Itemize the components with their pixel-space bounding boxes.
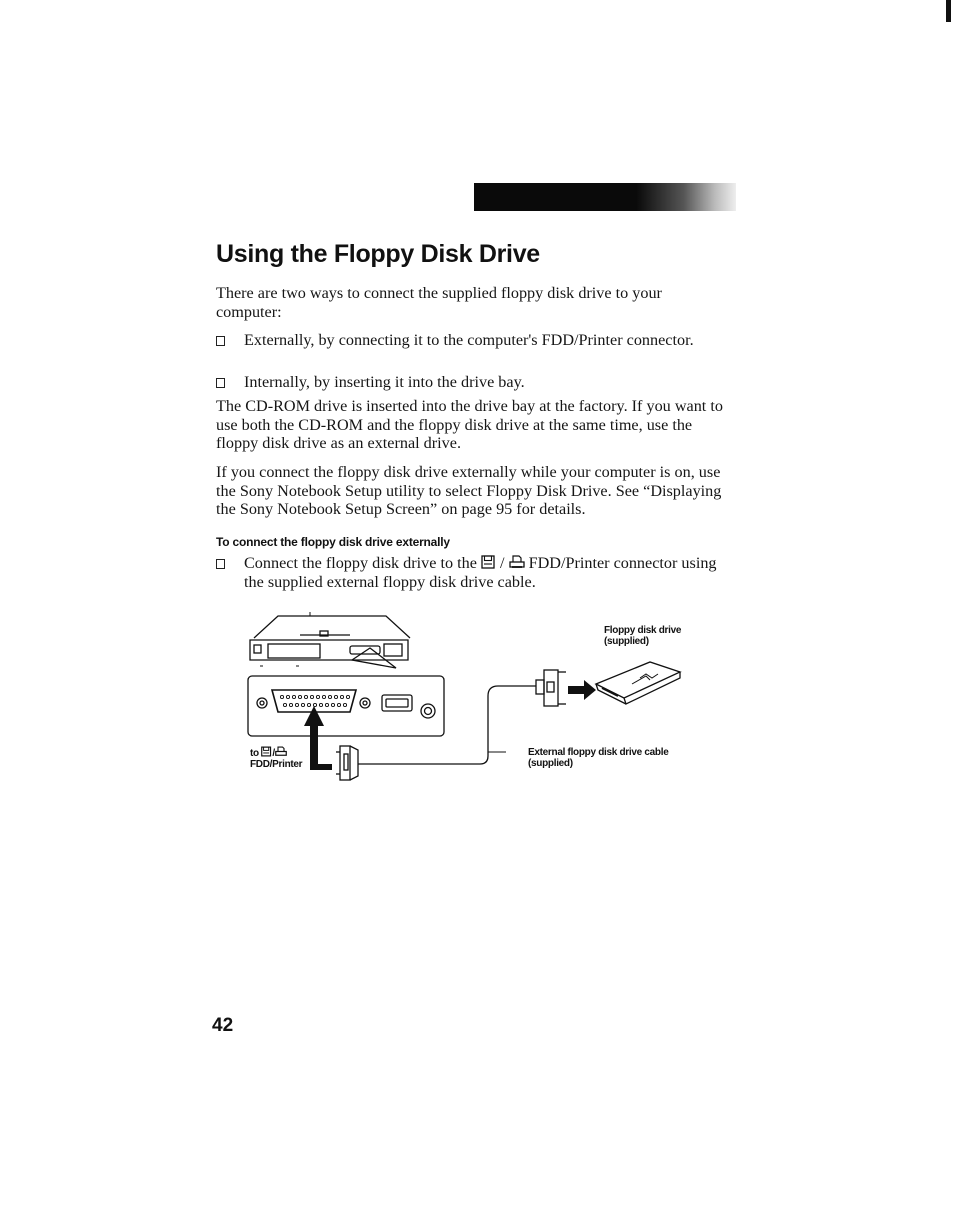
external-cable [358,686,536,764]
floppy-port-icon [481,555,496,569]
intro-paragraph: There are two ways to connect the supplied floppy disk drive to your computer: [216,284,662,321]
connect-arrow-icon [568,680,596,700]
floppy-drive-unit [596,662,680,704]
option-internal-text: Internally, by inserting it into the drive bay. [244,373,525,391]
label-port-prefix: to [250,748,259,759]
option-external-text: Externally, by connecting it to the computer's FDD/Printer connector. [244,331,694,349]
section-header-bar [474,183,736,211]
cdrom-paragraph: The CD-ROM drive is inserted into the drive bay at the factory. If you want to use both the CD-ROM and the floppy disk drive at the same time, use the floppy disk drive as an external drive. [216,397,723,452]
label-floppy-drive-line1: Floppy disk drive [604,625,682,636]
checkbox-bullet-icon [216,378,225,388]
option-external [216,331,726,350]
notebook-rear-view [250,616,410,668]
label-cable [528,747,668,769]
cable-plug-drive [536,670,566,706]
step-text-end: FDD/Printer connector using the supplied external floppy disk drive cable. [244,554,717,591]
setup-paragraph: If you connect the floppy disk drive externally while your computer is on, use the Sony Notebook Setup utility to select Floppy Disk Drive. See “Displaying the Sony Notebook Setup Screen” on page 95 for details. [216,463,722,518]
page-edge-mark [946,0,951,22]
checkbox-bullet-icon [216,336,225,346]
procedure-step [216,554,726,591]
label-cable-line1: External floppy disk drive cable [528,747,669,758]
procedure-heading: To connect the floppy disk drive externally [216,535,450,549]
connection-diagram [240,608,700,793]
option-internal [216,373,726,392]
page-title: Using the Floppy Disk Drive [216,240,540,268]
cable-plug-computer [336,746,358,780]
label-cable-line2: (supplied) [528,758,573,769]
page-number: 42 [212,1015,234,1036]
label-floppy-drive [604,625,681,647]
label-port-name: FDD/Printer [250,759,303,770]
label-port [250,746,302,770]
step-icon-separator: / [499,554,505,572]
printer-port-icon [275,746,287,757]
printer-port-icon [509,555,525,569]
label-floppy-drive-line2: (supplied) [604,636,649,647]
step-text-start: Connect the floppy disk drive to the [244,554,477,572]
label-port-separator: / [272,748,275,759]
port-pins [280,695,349,706]
floppy-port-icon [261,746,275,759]
checkbox-bullet-icon [216,559,225,569]
insert-arrow-icon [304,706,332,770]
